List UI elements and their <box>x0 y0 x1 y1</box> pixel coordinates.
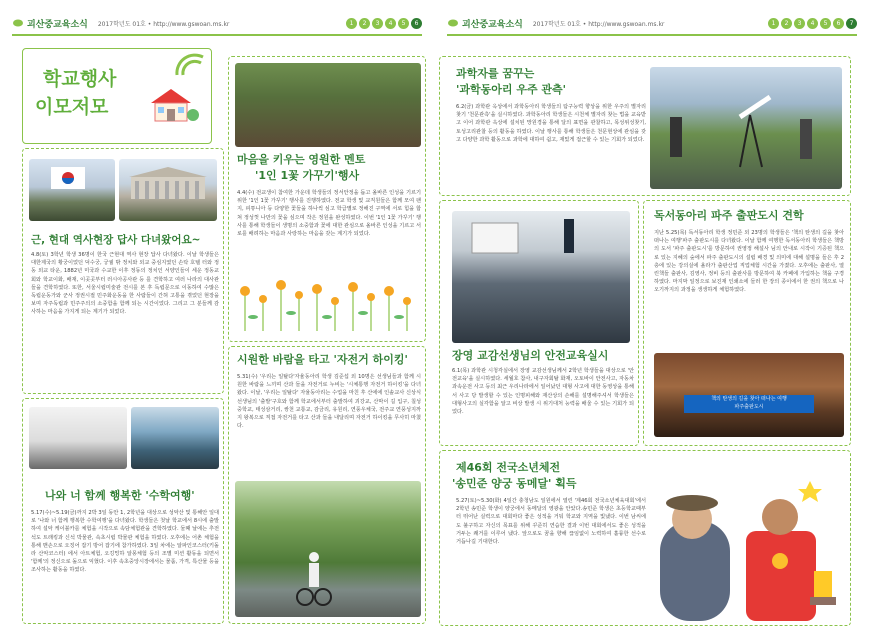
article-safety <box>439 200 639 446</box>
school-house-icon <box>141 85 201 125</box>
award-ceremony-illustration <box>650 461 842 621</box>
mentor-title-1: 마음을 키우는 영원한 멘토 <box>237 153 366 166</box>
brand-label-right: 괴산중교육소식 <box>462 19 523 30</box>
page-dot-4[interactable]: 4 <box>807 18 818 29</box>
reading-photo <box>654 353 844 437</box>
page-dot-3[interactable]: 3 <box>372 18 383 29</box>
hiking-body: 5.31(수) '우리는 일탈다'자율동아리 학생 김준섭 외 10명은 선생님들과 함께 시원한 바람을 느끼며 산과 들을 자전거로 누비는 '시체통행 자전거 하이킹'을 다녀왔다. 이날, '우리는 일탈다' 자율동아리는 수업을 마친 후 산에에 인솔교사 신상식 선생님의 '출발'구호와 함께 학교에서부터 출발하여 괴강교, 산막이 길 입구, 칠성중학교, 태성삼거리, 쌍천 교통교, 감금리, 유원리, 연풍우체국, 전주교 연풍성지까지 왕복으로 직접 자전거를 타고 산과 들을 내달리며 자전거 하이킹을 무사히 마쳤다. <box>237 374 421 430</box>
mentor-body: 4.4(수) 전교생이 참여한 가운데 학생들의 정서안정을 돕고 올바른 인성을 기르기 위한 '1인 1꽃 가꾸기' 행사를 진행하였다. 전교 학생 및 교직원들은 함께 모여 팬지, 피튜니아 등 다양한 꽃들을 하나씩 심고 학급별로 정해진 구역에 서로 힘을 합쳐 정성껏 나만의 꽃을 심으며 작은 정원을 완성하였다. 이번 '1인 1꽃 가꾸기' 행사를 통해 학생들이 생명의 소중함과 꽃에 대한 관심으로 올바른 인성을 기르고 서로를 배려하는 마음과 사랑하는 마음을 갖는 계기가 되었다. <box>237 190 421 238</box>
right-page <box>435 0 870 636</box>
section-title-box <box>22 48 212 144</box>
left-header <box>12 14 422 32</box>
medal-body: 5.27(토)~5.30(화) 4일간 충청남도 일원에서 열린 '제46회 전국소년체육대회'에서 2학년 송민준 학생이 양궁에서 동메달의 영광을 안았다.송민준 학생은 초등학교때부터 뛰어난 실력으로 대회마다 좋은 성적을 거둬 학교와 지역을 빛냈다. 이번 남씨에도 불구하고 자신의 목표를 위해 꾸준히 연습한 결과 이번 대회에서도 좋은 성적을 거두는 쾌거를 이루어 냈다. 앞으로도 꿈을 향해 끊임없이 노력하여 훌륭한 선수로 거듭나길 기대한다. <box>456 498 646 546</box>
mentor-title-2: '1인 1꽃 가꾸기'행사 <box>255 169 360 182</box>
trip-title: 나와 너 함께 행복한 '수학여행' <box>45 489 195 502</box>
header-divider-right <box>447 34 857 36</box>
page-dots <box>346 18 422 29</box>
page-dot-6[interactable]: 6 <box>833 18 844 29</box>
section-title-line1: 학교행사 <box>43 68 117 90</box>
space-title-1: 과학자를 꿈꾸는 <box>456 67 535 80</box>
page-dots-right <box>768 18 857 29</box>
flowers-illustration <box>233 273 423 335</box>
history-body: 4.8(토) 3학년 학생 36명이 한국 근현대 역사 현장 답사 다녀왔다. 이날 학생들은 대한제국의 황궁이었던 덕수궁, 궁궐 밖 정치와 외교 중심지였던 손탁 호텔 터와 정동 외교 타운, 1882년 미국과 수교한 이후 정동의 정치인 서양인들이 세운 정동교회와 학교이화, 배재, 이곳곳부터 러시아공사관 등 를 견학하고 여러 나라의 대사관들을 견학하였다. 또한, 서울시립미술관 전시를 본 후 독립문으로 이동하여 수많은 독립운동가와 군사 정권시절 민주화운동을 한 사람들이 간혀 고통을 겪었던 현장을 보며 자주독립과 민주주의의 소중함을 함께 되는 시간이었다. 그리고 그 분들께 감사하는 마음을 가지게 되는 계기가 되었다. <box>31 252 219 316</box>
page-dot-5[interactable]: 5 <box>398 18 409 29</box>
space-title-2: '과학동아리 우주 관측' <box>456 83 567 96</box>
signal-icon <box>173 53 207 79</box>
page-dot-1[interactable]: 1 <box>346 18 357 29</box>
header-divider <box>12 34 422 36</box>
bicycle-icon <box>235 481 421 617</box>
banner-line1: 책의 탄생의 길을 찾아 떠나는 여행 <box>711 396 787 402</box>
right-header <box>447 14 857 32</box>
page-dot-4[interactable]: 4 <box>385 18 396 29</box>
safety-title: 장영 교감선생님의 안전교육실시 <box>452 349 609 362</box>
brand <box>12 17 88 30</box>
banner-line2: 파주출판도시 <box>734 404 764 410</box>
article-reading <box>643 200 851 446</box>
article-space <box>439 56 851 196</box>
space-photo <box>650 67 842 189</box>
hiking-photo <box>235 481 421 617</box>
reading-body: 지난 5.25(목) 독서동아리 학생 정민준 외 23명의 학생들은 '책의 탄생의 길을 찾아 떠나는 여행'파주 출판도시를 다녀왔다. 이날 함께 여행한 독서동아리 학생들은 책방의 도서 '파주 출판도시'를 방문하여 권영정 해설사 님의 안내로 시작이 기증된 책으로 있는 지혜의 숲에서 파주 출판도시의 설립 배경 및 의미에 대해 설명을 들은 후 2층에 있는 강의실에 올라가 출판산업 직업체험 시간을 가졌다. 오후에는 출판사, 열린책들 출판사, 김영사, 정비 등의 출판사를 방문하여 북 카페에 가입하는 책을 구경하였다. 마지막 일정으로 보진재 인쇄소에 들러 한 장의 종이에서 한 권의 책으로 나오기까지의 과정을 생생하게 체험하였다. <box>654 230 844 294</box>
section-title-line2: 이모저모 <box>35 96 109 118</box>
article-trip <box>22 398 224 624</box>
leaf-icon <box>447 18 459 28</box>
trip-body: 5.17(수)~5.19(금)까지 2박 3일 동안 1, 2학년을 대상으로 성악산 및 통해안 일대로 '나와 너 함께 행복한 수학여행'을 다녀왔다. 학생들은 첫날 학교에서 8시에 출발하여 설악 케이블카를 체험을 시작으로 속담체험관을 견학하였다. 둘째 날에는 추전석도 트래킹과 신석 박물관, 속초시립 박물관 체험을 하였다. 오후에는 어촌 체험을 통해 맨손으로 오징어 잡기 방어 잡기에 참가하였다. 3일 차에는 알파인코스터(키돌라 산악코스터) 에서 아트체험, 오깅밍하 알몽체험 등의 조별 미션 활동을 되면서 '함께'의 정신으로 돌으로 익혔다. 이후 속초중앙시장에서는 물품, 가격, 특산물 등을 조사하는 활동을 하였다. <box>31 510 220 574</box>
trip-photo-2 <box>131 407 219 469</box>
hiking-title: 시원한 바람을 타고 '자전거 하이킹' <box>237 353 408 366</box>
issue-info-right: 2017학년도 01호 • http://www.gswoan.ms.kr <box>532 20 665 28</box>
issue-info: 2017학년도 01호 • http://www.gswoan.ms.kr <box>97 20 230 28</box>
leaf-icon <box>12 18 24 28</box>
page-dot-2[interactable]: 2 <box>781 18 792 29</box>
trip-photo-1 <box>29 407 127 469</box>
page-dot-5[interactable]: 5 <box>820 18 831 29</box>
medal-title-2: '송민준 양궁 동메달' 획득 <box>452 477 577 490</box>
reading-title: 독서동아리 파주 출판도시 견학 <box>654 209 804 222</box>
telescope-icon <box>650 67 842 189</box>
mentor-photo <box>235 63 421 147</box>
article-medal <box>439 450 851 626</box>
medal-photo <box>650 461 842 621</box>
brand-label: 괴산중교육소식 <box>27 19 88 30</box>
history-photo-1 <box>29 159 115 221</box>
classroom-screen-icon <box>452 211 630 343</box>
page-dot-7[interactable]: 7 <box>846 18 857 29</box>
article-mentor <box>228 56 426 342</box>
page-dot-2[interactable]: 2 <box>359 18 370 29</box>
article-history <box>22 148 224 394</box>
safety-body: 6.1(목) 과학관 시청각실에서 장영 교감선생님께서 2학년 학생들을 대상으로 '안전교육'을 실시하였다. 세월호 참사, 내구자회탈 화재, 오토바이 안전사고, 자동차 과속운전 사고 등의 최근 우리나라에서 일어났던 대형 사고에 대한 동영상을 통해서 사고 당 발생할 수 있는 인명피해와 재산상의 손해를 설명해주셔서 학생들은 대형사고의 실각함을 알고 비상 발생 시 위기대처 능력을 배울 수 있는 기회가 되었다. <box>452 368 634 416</box>
group-banner <box>684 395 814 413</box>
medal-title-1: 제46회 전국소년체전 <box>456 461 561 474</box>
page-dot-1[interactable]: 1 <box>768 18 779 29</box>
history-title: 근, 현대 역사현장 답사 다녀왔어요~ <box>31 234 201 246</box>
space-body: 6.2(금) 과학관 옥상에서 과학동아리 학생들의 탐구능력 향상을 위한 우주의 별자리 찾기 '천문관측'을 실시하였다. 과학동아리 학생들은 시천체 별자리 찾는 법을 교육받고 이어 과학관 옥상에 설치된 망원경을 통해 달의 표면을 관찰하고, 목성위성찾기, 토성고리관찰 등의 활동을 하였다. 이날 행사를 통해 학생들은 천문현상에 관심을 갖고 다양한 과학 활동으로 과학에 대하여 쉽고, 재밌게 접근할 수 있는 기회가 되었다. <box>456 104 646 143</box>
brand-right <box>447 17 523 30</box>
flag-icon <box>29 159 115 221</box>
page-dot-3[interactable]: 3 <box>794 18 805 29</box>
article-hiking <box>228 346 426 624</box>
page-dot-6[interactable]: 6 <box>411 18 422 29</box>
safety-photo <box>452 211 630 343</box>
palace-icon <box>119 159 217 221</box>
history-photo-2 <box>119 159 217 221</box>
